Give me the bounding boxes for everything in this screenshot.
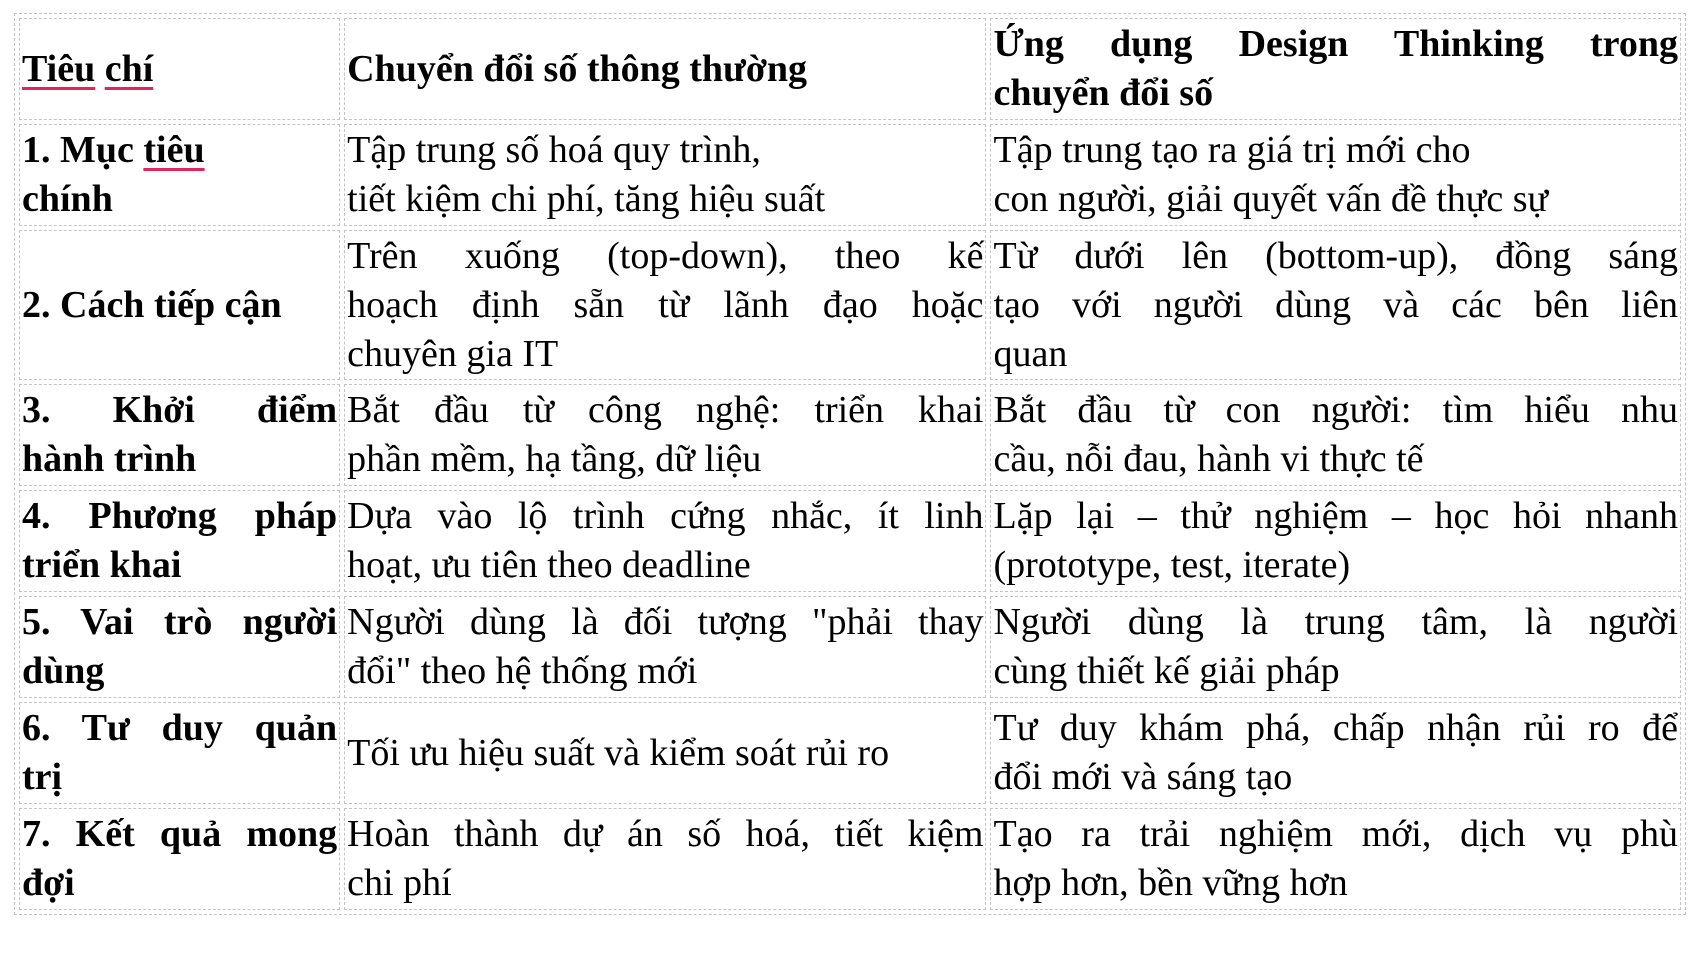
header-traditional-text: Chuyển đổi số thông thường bbox=[347, 47, 808, 90]
traditional-cell[interactable] bbox=[344, 702, 986, 804]
criterion-cell[interactable] bbox=[19, 124, 340, 226]
traditional-cell[interactable] bbox=[344, 230, 986, 380]
traditional-line2: phần mềm, hạ tầng, dữ liệu bbox=[347, 438, 762, 480]
criterion-line2: chính bbox=[22, 178, 113, 220]
traditional-text: Tối ưu hiệu suất và kiểm soát rủi ro bbox=[347, 731, 890, 774]
criterion-line2: trị bbox=[22, 756, 63, 798]
traditional-line1: Tập trung số hoá quy trình, bbox=[347, 129, 761, 171]
criterion-line2: hành trình bbox=[22, 438, 197, 480]
table-row bbox=[19, 702, 1681, 804]
dt-line1: Tư duy khám phá, chấp nhận rủi ro để bbox=[993, 707, 1678, 749]
dt-line1: Bắt đầu từ con người: tìm hiểu nhu bbox=[993, 389, 1678, 431]
criterion-line2: đợi bbox=[22, 862, 75, 904]
criterion-prefix: 1. Mục bbox=[22, 129, 134, 171]
criterion-cell[interactable] bbox=[19, 490, 340, 592]
table-row bbox=[19, 230, 1681, 380]
table-header-row bbox=[19, 18, 1681, 120]
design-thinking-cell[interactable] bbox=[990, 490, 1681, 592]
criterion-cell[interactable] bbox=[19, 808, 340, 910]
criterion-cell[interactable] bbox=[19, 596, 340, 698]
dt-line1: Từ dưới lên (bottom-up), đồng sáng bbox=[993, 234, 1678, 277]
traditional-line2: đổi" theo hệ thống mới bbox=[347, 650, 698, 692]
header-design-thinking-cell[interactable] bbox=[990, 18, 1681, 120]
traditional-line2: hoạt, ưu tiên theo deadline bbox=[347, 544, 751, 586]
dt-line1: Tập trung tạo ra giá trị mới cho bbox=[993, 129, 1471, 171]
criterion-line2: dùng bbox=[22, 650, 105, 692]
table-row bbox=[19, 384, 1681, 486]
design-thinking-cell[interactable] bbox=[990, 808, 1681, 910]
criterion-text: 2. Cách tiếp cận bbox=[22, 283, 282, 326]
table-row bbox=[19, 124, 1681, 226]
traditional-line1: Bắt đầu từ công nghệ: triển khai bbox=[347, 389, 984, 431]
traditional-line1: Trên xuống (top-down), theo kế bbox=[347, 234, 984, 277]
dt-line2: tạo với người dùng và các bên liên bbox=[993, 283, 1678, 326]
dt-line1: Người dùng là trung tâm, là người bbox=[993, 601, 1678, 643]
dt-line1: Lặp lại – thử nghiệm – học hỏi nhanh bbox=[993, 495, 1678, 537]
criterion-line1 bbox=[22, 126, 337, 175]
comparison-table bbox=[14, 13, 1686, 915]
header-traditional-cell[interactable] bbox=[344, 18, 986, 120]
design-thinking-cell[interactable] bbox=[990, 702, 1681, 804]
traditional-cell[interactable] bbox=[344, 808, 986, 910]
traditional-cell[interactable] bbox=[344, 596, 986, 698]
dt-line2: cầu, nỗi đau, hành vi thực tế bbox=[993, 438, 1424, 480]
criterion-spell-word: tiêu bbox=[143, 129, 205, 171]
traditional-line1: Dựa vào lộ trình cứng nhắc, ít linh bbox=[347, 495, 984, 537]
dt-line2: cùng thiết kế giải pháp bbox=[993, 650, 1340, 692]
traditional-line1: Hoàn thành dự án số hoá, tiết kiệm bbox=[347, 813, 984, 855]
dt-line2: hợp hơn, bền vững hơn bbox=[993, 862, 1348, 904]
design-thinking-cell[interactable] bbox=[990, 124, 1681, 226]
traditional-line1: Người dùng là đối tượng "phải thay bbox=[347, 601, 984, 643]
criterion-line1: 7. Kết quả mong bbox=[22, 813, 338, 855]
traditional-line2: tiết kiệm chi phí, tăng hiệu suất bbox=[347, 178, 826, 220]
traditional-line2: chi phí bbox=[347, 862, 452, 904]
criterion-cell[interactable] bbox=[19, 230, 340, 380]
design-thinking-cell[interactable] bbox=[990, 384, 1681, 486]
criterion-line2: triển khai bbox=[22, 544, 182, 586]
traditional-cell[interactable] bbox=[344, 384, 986, 486]
traditional-cell[interactable] bbox=[344, 490, 986, 592]
header-dt-line2: chuyển đổi số bbox=[993, 72, 1214, 114]
design-thinking-cell[interactable] bbox=[990, 596, 1681, 698]
dt-line2: con người, giải quyết vấn đề thực sự bbox=[993, 178, 1549, 220]
traditional-line2: hoạch định sẵn từ lãnh đạo hoặc bbox=[347, 283, 984, 326]
criterion-line1: 5. Vai trò người bbox=[22, 601, 338, 643]
criterion-line1: 6. Tư duy quản bbox=[22, 707, 338, 749]
criterion-cell[interactable] bbox=[19, 384, 340, 486]
dt-line3: quan bbox=[993, 332, 1068, 375]
header-criterion-word2: chí bbox=[104, 47, 154, 90]
criterion-line1: 4. Phương pháp bbox=[22, 495, 338, 537]
table-row bbox=[19, 808, 1681, 910]
traditional-cell[interactable] bbox=[344, 124, 986, 226]
criterion-cell[interactable] bbox=[19, 702, 340, 804]
dt-line2: (prototype, test, iterate) bbox=[993, 544, 1351, 586]
dt-line2: đổi mới và sáng tạo bbox=[993, 756, 1293, 798]
traditional-line3: chuyên gia IT bbox=[347, 332, 559, 375]
design-thinking-cell[interactable] bbox=[990, 230, 1681, 380]
header-criterion-word1: Tiêu bbox=[22, 47, 96, 90]
table-row bbox=[19, 596, 1681, 698]
table-row bbox=[19, 490, 1681, 592]
dt-line1: Tạo ra trải nghiệm mới, dịch vụ phù bbox=[993, 813, 1678, 855]
header-dt-line1: Ứng dụng Design Thinking trong bbox=[993, 23, 1678, 65]
header-criterion-cell[interactable] bbox=[19, 18, 340, 120]
criterion-line1: 3. Khởi điểm bbox=[22, 389, 338, 431]
